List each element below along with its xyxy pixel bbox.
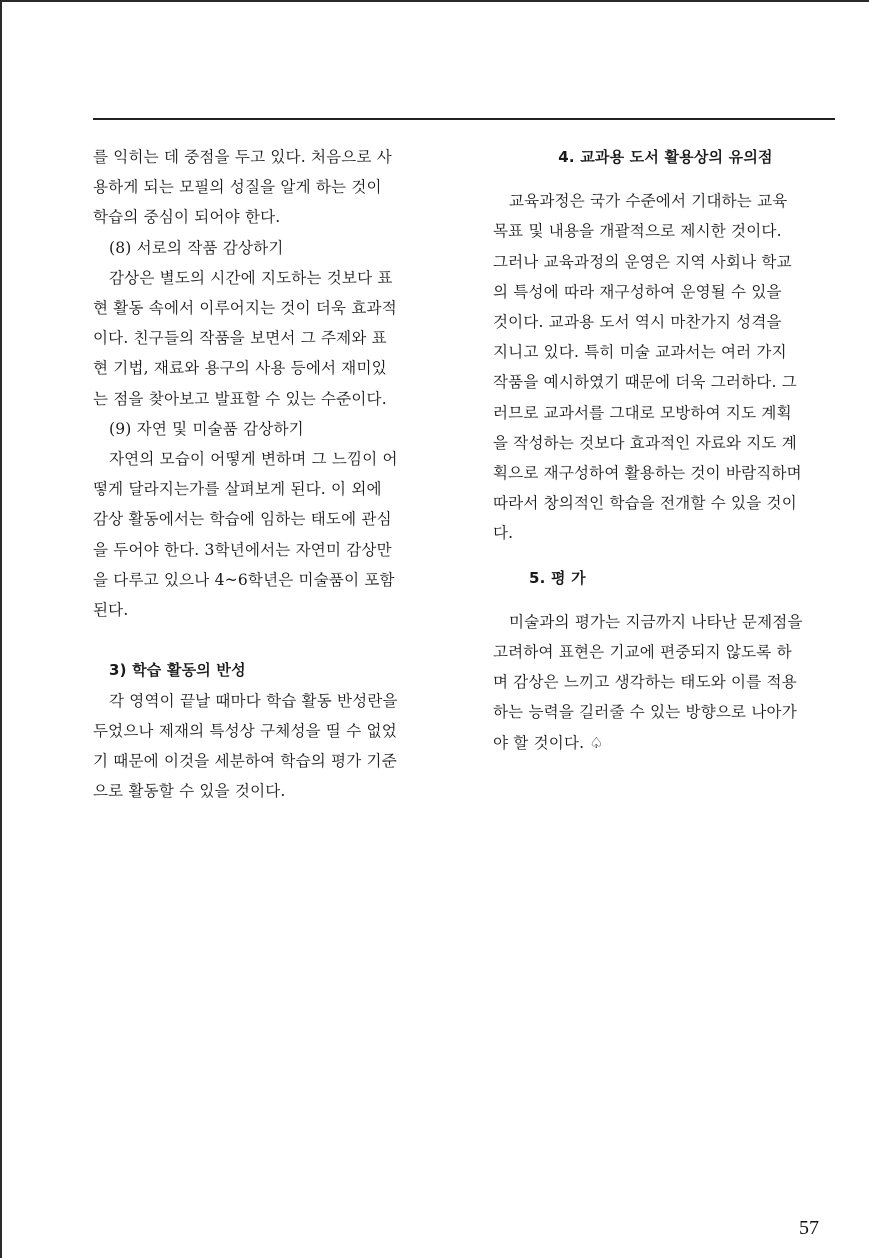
text-line: 학습의 중심이 되어야 한다.: [93, 208, 281, 227]
text-line: 각 영역이 끝날 때마다 학습 활동 반성란을: [109, 691, 398, 710]
text-line: 것이다. 교과용 도서 역시 마찬가지 성격을: [493, 313, 782, 332]
text-line: 다.: [493, 524, 514, 543]
paragraph-continuation: [93, 142, 445, 233]
text-line: 를 익히는 데 중점을 두고 있다. 처음으로 사: [93, 148, 392, 166]
text-line: 감상 활동에서는 학습에 임하는 태도에 관심: [93, 510, 392, 529]
subsection-title-9: (9) 자연 및 미술품 감상하기: [109, 419, 304, 438]
section-body-3: [93, 686, 445, 807]
text-line: 된다.: [93, 601, 129, 620]
section-body-4: [493, 186, 838, 548]
subsection-body-9: [93, 444, 445, 625]
text-line: 는 점을 찾아보고 발표할 수 있는 수준이다.: [93, 389, 387, 408]
text-line: 자연의 모습이 어떻게 변하며 그 느낌이 어: [109, 450, 398, 469]
text-line: 으로 활동할 수 있을 것이다.: [93, 782, 286, 801]
text-line: 떻게 달라지는가를 살펴보게 된다. 이 외에: [93, 480, 382, 499]
text-line: 지니고 있다. 특히 미술 교과서는 여러 가지: [493, 343, 787, 362]
subsection-title-8: (8) 서로의 작품 감상하기: [109, 238, 284, 257]
text-line: 이다. 친구들의 작품을 보면서 그 주제와 표: [93, 329, 387, 348]
text-line: 획으로 재구성하여 활용하는 것이 바람직하며: [493, 464, 802, 483]
text-line: 고려하여 표현은 기교에 편중되지 않도록 하: [493, 643, 792, 662]
text-line: 야 할 것이다. ♤: [493, 733, 604, 752]
text-line: 현 기법, 재료와 용구의 사용 등에서 재미있: [93, 359, 387, 378]
section-body-5: [493, 607, 838, 758]
text-line: 따라서 창의적인 학습을 전개할 수 있을 것이: [493, 494, 797, 513]
spacer: [93, 625, 445, 655]
text-line: 작품을 예시하였기 때문에 더욱 그러하다. 그: [493, 373, 797, 392]
text-line: 목표 및 내용을 개괄적으로 제시한 것이다.: [493, 222, 782, 241]
text-line: 의 특성에 따라 재구성하여 운영될 수 있을: [493, 282, 782, 301]
section-title-4: 4. 교과용 도서 활용상의 유의점: [558, 148, 773, 166]
text-line: 현 활동 속에서 이루어지는 것이 더욱 효과적: [93, 299, 397, 318]
page-left-border: [0, 0, 2, 1258]
left-column: [93, 142, 445, 806]
page-top-border: [0, 0, 869, 2]
spacer: [493, 593, 838, 607]
text-line: 용하게 되는 모필의 성질을 알게 하는 것이: [93, 178, 382, 197]
text-line: 며 감상은 느끼고 생각하는 태도와 이를 적용: [493, 673, 797, 692]
section-title-5: 5. 평 가: [529, 568, 586, 587]
subsection-body-8: [93, 263, 445, 414]
text-line: 하는 능력을 길러줄 수 있는 방향으로 나아가: [493, 703, 797, 722]
spacer: [493, 549, 838, 563]
text-line: 을 작성하는 것보다 효과적인 자료와 지도 계: [493, 433, 797, 452]
text-line: 을 두어야 한다. 3학년에서는 자연미 감상만: [93, 540, 392, 559]
text-line: 감상은 별도의 시간에 지도하는 것보다 표: [109, 268, 393, 287]
text-line: 교육과정은 국가 수준에서 기대하는 교육: [509, 192, 788, 211]
header-rule: [93, 118, 835, 120]
text-line: 러므로 교과서를 그대로 모방하여 지도 계획: [493, 403, 792, 422]
text-line: 을 다루고 있으나 4~6학년은 미술품이 포함: [93, 570, 395, 589]
page-number: 57: [799, 1217, 819, 1239]
text-line: 미술과의 평가는 지금까지 나타난 문제점을: [509, 612, 803, 631]
right-column: [493, 142, 838, 758]
text-line: 두었으나 제재의 특성상 구체성을 띨 수 없었: [93, 721, 397, 740]
spacer: [493, 172, 838, 186]
section-title-3: 3) 학습 활동의 반성: [109, 661, 246, 680]
text-line: 그러나 교육과정의 운영은 지역 사회나 학교: [493, 252, 792, 271]
text-line: 기 때문에 이것을 세분하여 학습의 평가 기준: [93, 752, 397, 771]
